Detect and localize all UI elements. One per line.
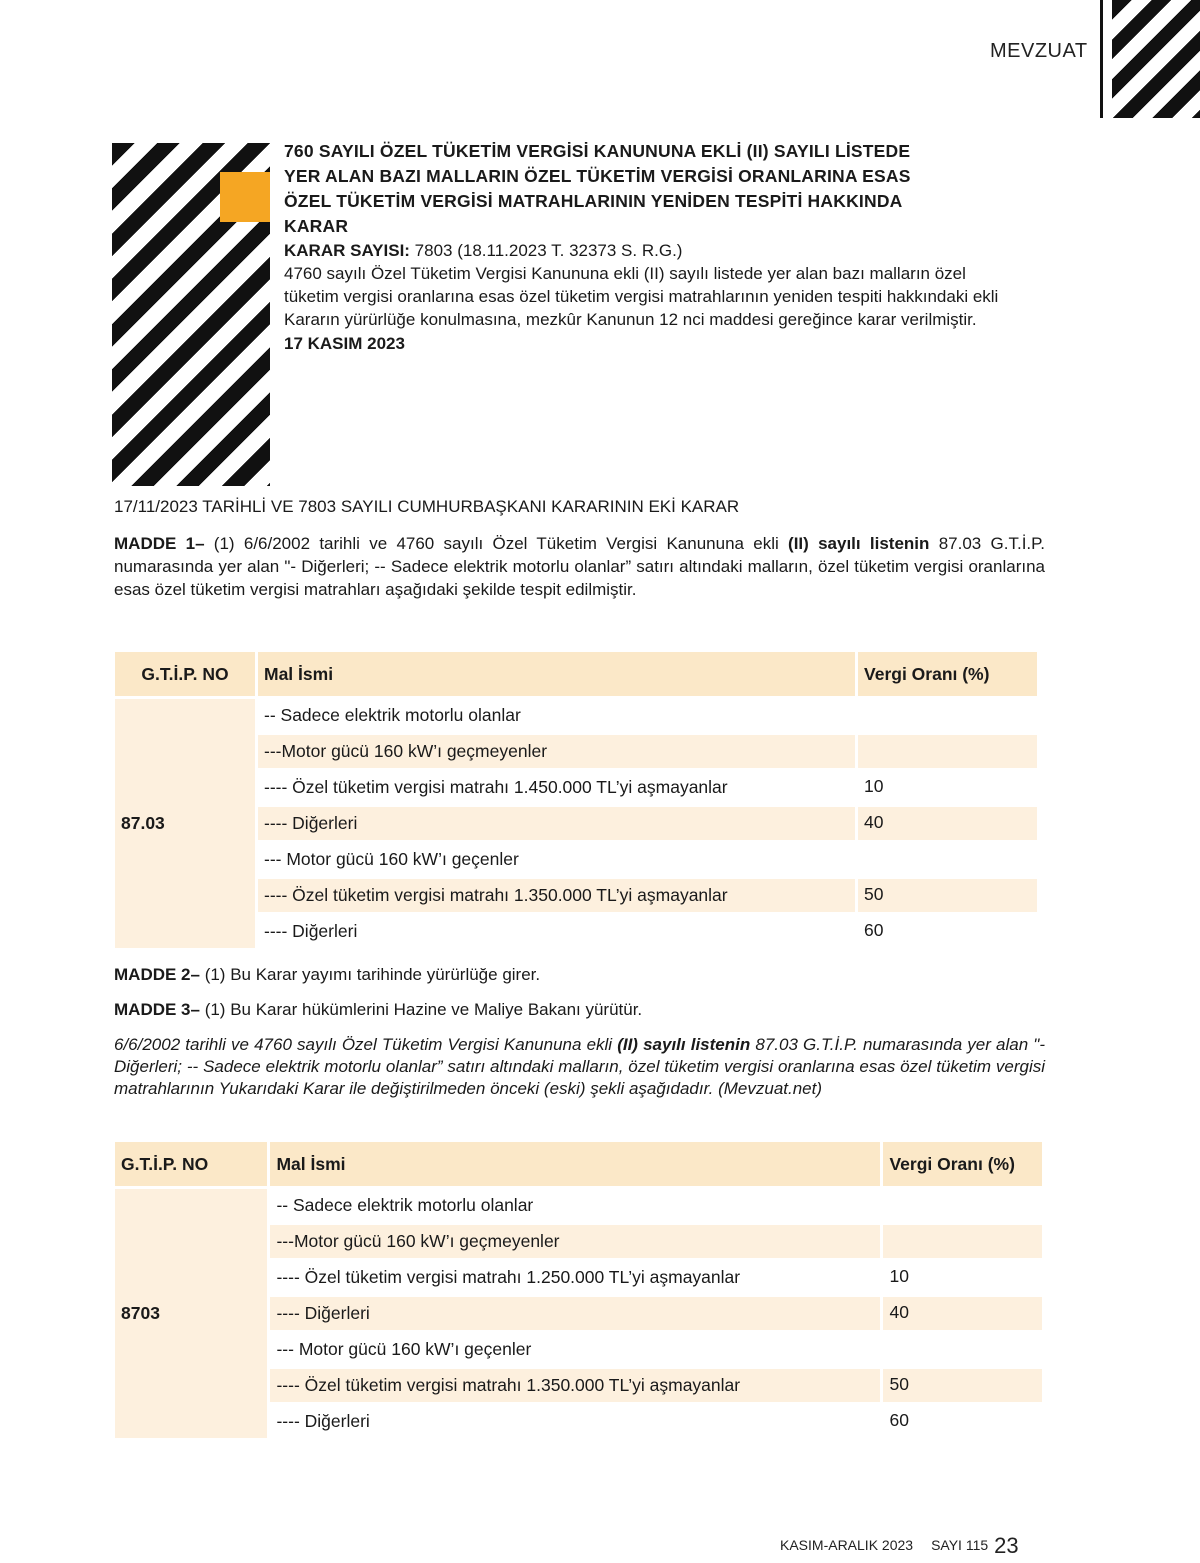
decree-number [284, 239, 999, 262]
note-text-a: 6/6/2002 tarihli ve 4760 sayılı Özel Tüketim Vergisi Kanununa ekli [114, 1035, 618, 1054]
rate-cell [883, 1333, 1042, 1366]
description-cell: ---- Özel tüketim vergisi matrahı 1.450.000 TL’yi aşmayanlar [258, 771, 855, 804]
description-cell: ---- Özel tüketim vergisi matrahı 1.350.000 TL’yi aşmayanlar [258, 879, 855, 912]
description-cell: ---- Özel tüketim vergisi matrahı 1.350.000 TL’yi aşmayanlar [270, 1369, 880, 1402]
column-header-rate: Vergi Oranı (%) [883, 1142, 1042, 1186]
rate-cell [858, 699, 1037, 732]
decree-title-line: ÖZEL TÜKETİM VERGİSİ MATRAHLARININ YENİDEN TESPİTİ HAKKINDA [284, 191, 903, 211]
description-cell: -- Sadece elektrik motorlu olanlar [258, 699, 855, 732]
decree-title-line: KARAR [284, 216, 349, 236]
article-1-text-a: (1) 6/6/2002 tarihli ve 4760 sayılı Özel Tüketim Vergisi Kanununa ekli [204, 534, 789, 553]
article-2-label: MADDE 2– [114, 965, 200, 984]
corner-stripe-decoration [1112, 0, 1200, 118]
description-cell: ---Motor gücü 160 kW’ı geçmeyenler [270, 1225, 880, 1258]
article-3 [114, 1000, 642, 1020]
description-cell: ---- Diğerleri [270, 1405, 880, 1438]
rate-cell [858, 735, 1037, 768]
decree-date: 17 KASIM 2023 [284, 334, 405, 353]
gtip-code-cell: 87.03 [115, 699, 255, 948]
footer-period: KASIM-ARALIK 2023 [780, 1537, 914, 1553]
new-rates-table [112, 649, 1040, 951]
rate-cell [883, 1225, 1042, 1258]
rate-cell: 50 [858, 879, 1037, 912]
description-cell: ---- Özel tüketim vergisi matrahı 1.250.000 TL’yi aşmayanlar [270, 1261, 880, 1294]
annex-title: 17/11/2023 TARİHLİ VE 7803 SAYILI CUMHURBAŞKANI KARARININ EKİ KARAR [114, 497, 740, 516]
previous-version-note [114, 1034, 1045, 1100]
description-cell: ---- Diğerleri [270, 1297, 880, 1330]
article-1 [114, 532, 1045, 601]
table-row [115, 1189, 1042, 1222]
column-header-code: G.T.İ.P. NO [115, 652, 255, 696]
column-header-code: G.T.İ.P. NO [115, 1142, 267, 1186]
article-1-bold: (II) sayılı listenin [788, 534, 930, 553]
description-cell: --- Motor gücü 160 kW’ı geçenler [270, 1333, 880, 1366]
decree-title [284, 139, 999, 239]
article-3-label: MADDE 3– [114, 1000, 200, 1019]
old-rates-table [112, 1139, 1045, 1441]
article-2-text: (1) Bu Karar yayımı tarihinde yürürlüğe girer. [199, 965, 541, 984]
table-row [115, 699, 1037, 732]
table-header-row [115, 1142, 1042, 1186]
description-cell: -- Sadece elektrik motorlu olanlar [270, 1189, 880, 1222]
article-1-text-b: 87.03 G.T.İ.P. numarasında yer alan "- Diğerleri; -- Sadece elektrik motorlu olanlar” satırı altındaki malların, özel tüketim vergisi oranlarına esas özel tüketim vergisi matrahları aşağıdaki şekilde tespit edilmiştir. [114, 534, 1046, 599]
rate-cell: 40 [883, 1297, 1042, 1330]
page-footer [780, 1530, 1080, 1556]
footer-issue: SAYI 115 [931, 1537, 989, 1553]
decree-number-value: 7803 (18.11.2023 T. 32373 S. R.G.) [409, 241, 683, 260]
rate-cell: 60 [858, 915, 1037, 948]
article-2 [114, 965, 540, 985]
page-number: 23 [994, 1533, 1019, 1558]
decree-intro: 4760 sayılı Özel Tüketim Vergisi Kanununa ekli (II) sayılı listede yer alan bazı malların özel tüketim vergisi oranlarına esas özel tüketim vergisi matrahlarının yeniden tespiti hakkındaki ekli Kararın yürürlüğe konulmasına, mezkûr Kanunun 12 nci maddesi gereğince karar verilmiştir. [284, 264, 999, 329]
column-header-rate: Vergi Oranı (%) [858, 652, 1037, 696]
rate-cell [858, 843, 1037, 876]
column-header-name: Mal İsmi [258, 652, 855, 696]
rate-cell: 50 [883, 1369, 1042, 1402]
gtip-code-cell: 8703 [115, 1189, 267, 1438]
table-header-row [115, 652, 1037, 696]
rate-cell: 10 [883, 1261, 1042, 1294]
rate-cell [883, 1189, 1042, 1222]
rate-cell: 40 [858, 807, 1037, 840]
article-1-label: MADDE 1– [114, 534, 205, 553]
description-cell: ---- Diğerleri [258, 807, 855, 840]
corner-divider [1100, 0, 1103, 118]
description-cell: ---Motor gücü 160 kW’ı geçmeyenler [258, 735, 855, 768]
article-3-text: (1) Bu Karar hükümlerini Hazine ve Maliye Bakanı yürütür. [199, 1000, 643, 1019]
note-bold: (II) sayılı listenin [617, 1035, 751, 1054]
description-cell: ---- Diğerleri [258, 915, 855, 948]
column-header-name: Mal İsmi [270, 1142, 880, 1186]
decree-header [284, 139, 999, 355]
decree-title-line: 760 SAYILI ÖZEL TÜKETİM VERGİSİ KANUNUNA EKLİ (II) SAYILI LİSTEDE [284, 141, 911, 161]
rate-cell: 60 [883, 1405, 1042, 1438]
description-cell: --- Motor gücü 160 kW’ı geçenler [258, 843, 855, 876]
decree-number-label: KARAR SAYISI: [284, 241, 410, 260]
orange-accent-square [220, 172, 270, 222]
decree-title-line: YER ALAN BAZI MALLARIN ÖZEL TÜKETİM VERGİSİ ORANLARINA ESAS [284, 166, 911, 186]
rate-cell: 10 [858, 771, 1037, 804]
note-text-b: 87.03 G.T.İ.P. numarasında yer alan "- Diğerleri; -- Sadece elektrik motorlu olanlar” satırı altındaki malların, özel tüketim vergisi oranlarına esas özel tüketim vergisi matrahlarının Yukarıdaki Karar ile değiştirilmeden önceki (eski) şekli aşağıdadır. (Mevzuat.net) [114, 1035, 1045, 1098]
section-label: MEVZUAT [990, 40, 1088, 62]
